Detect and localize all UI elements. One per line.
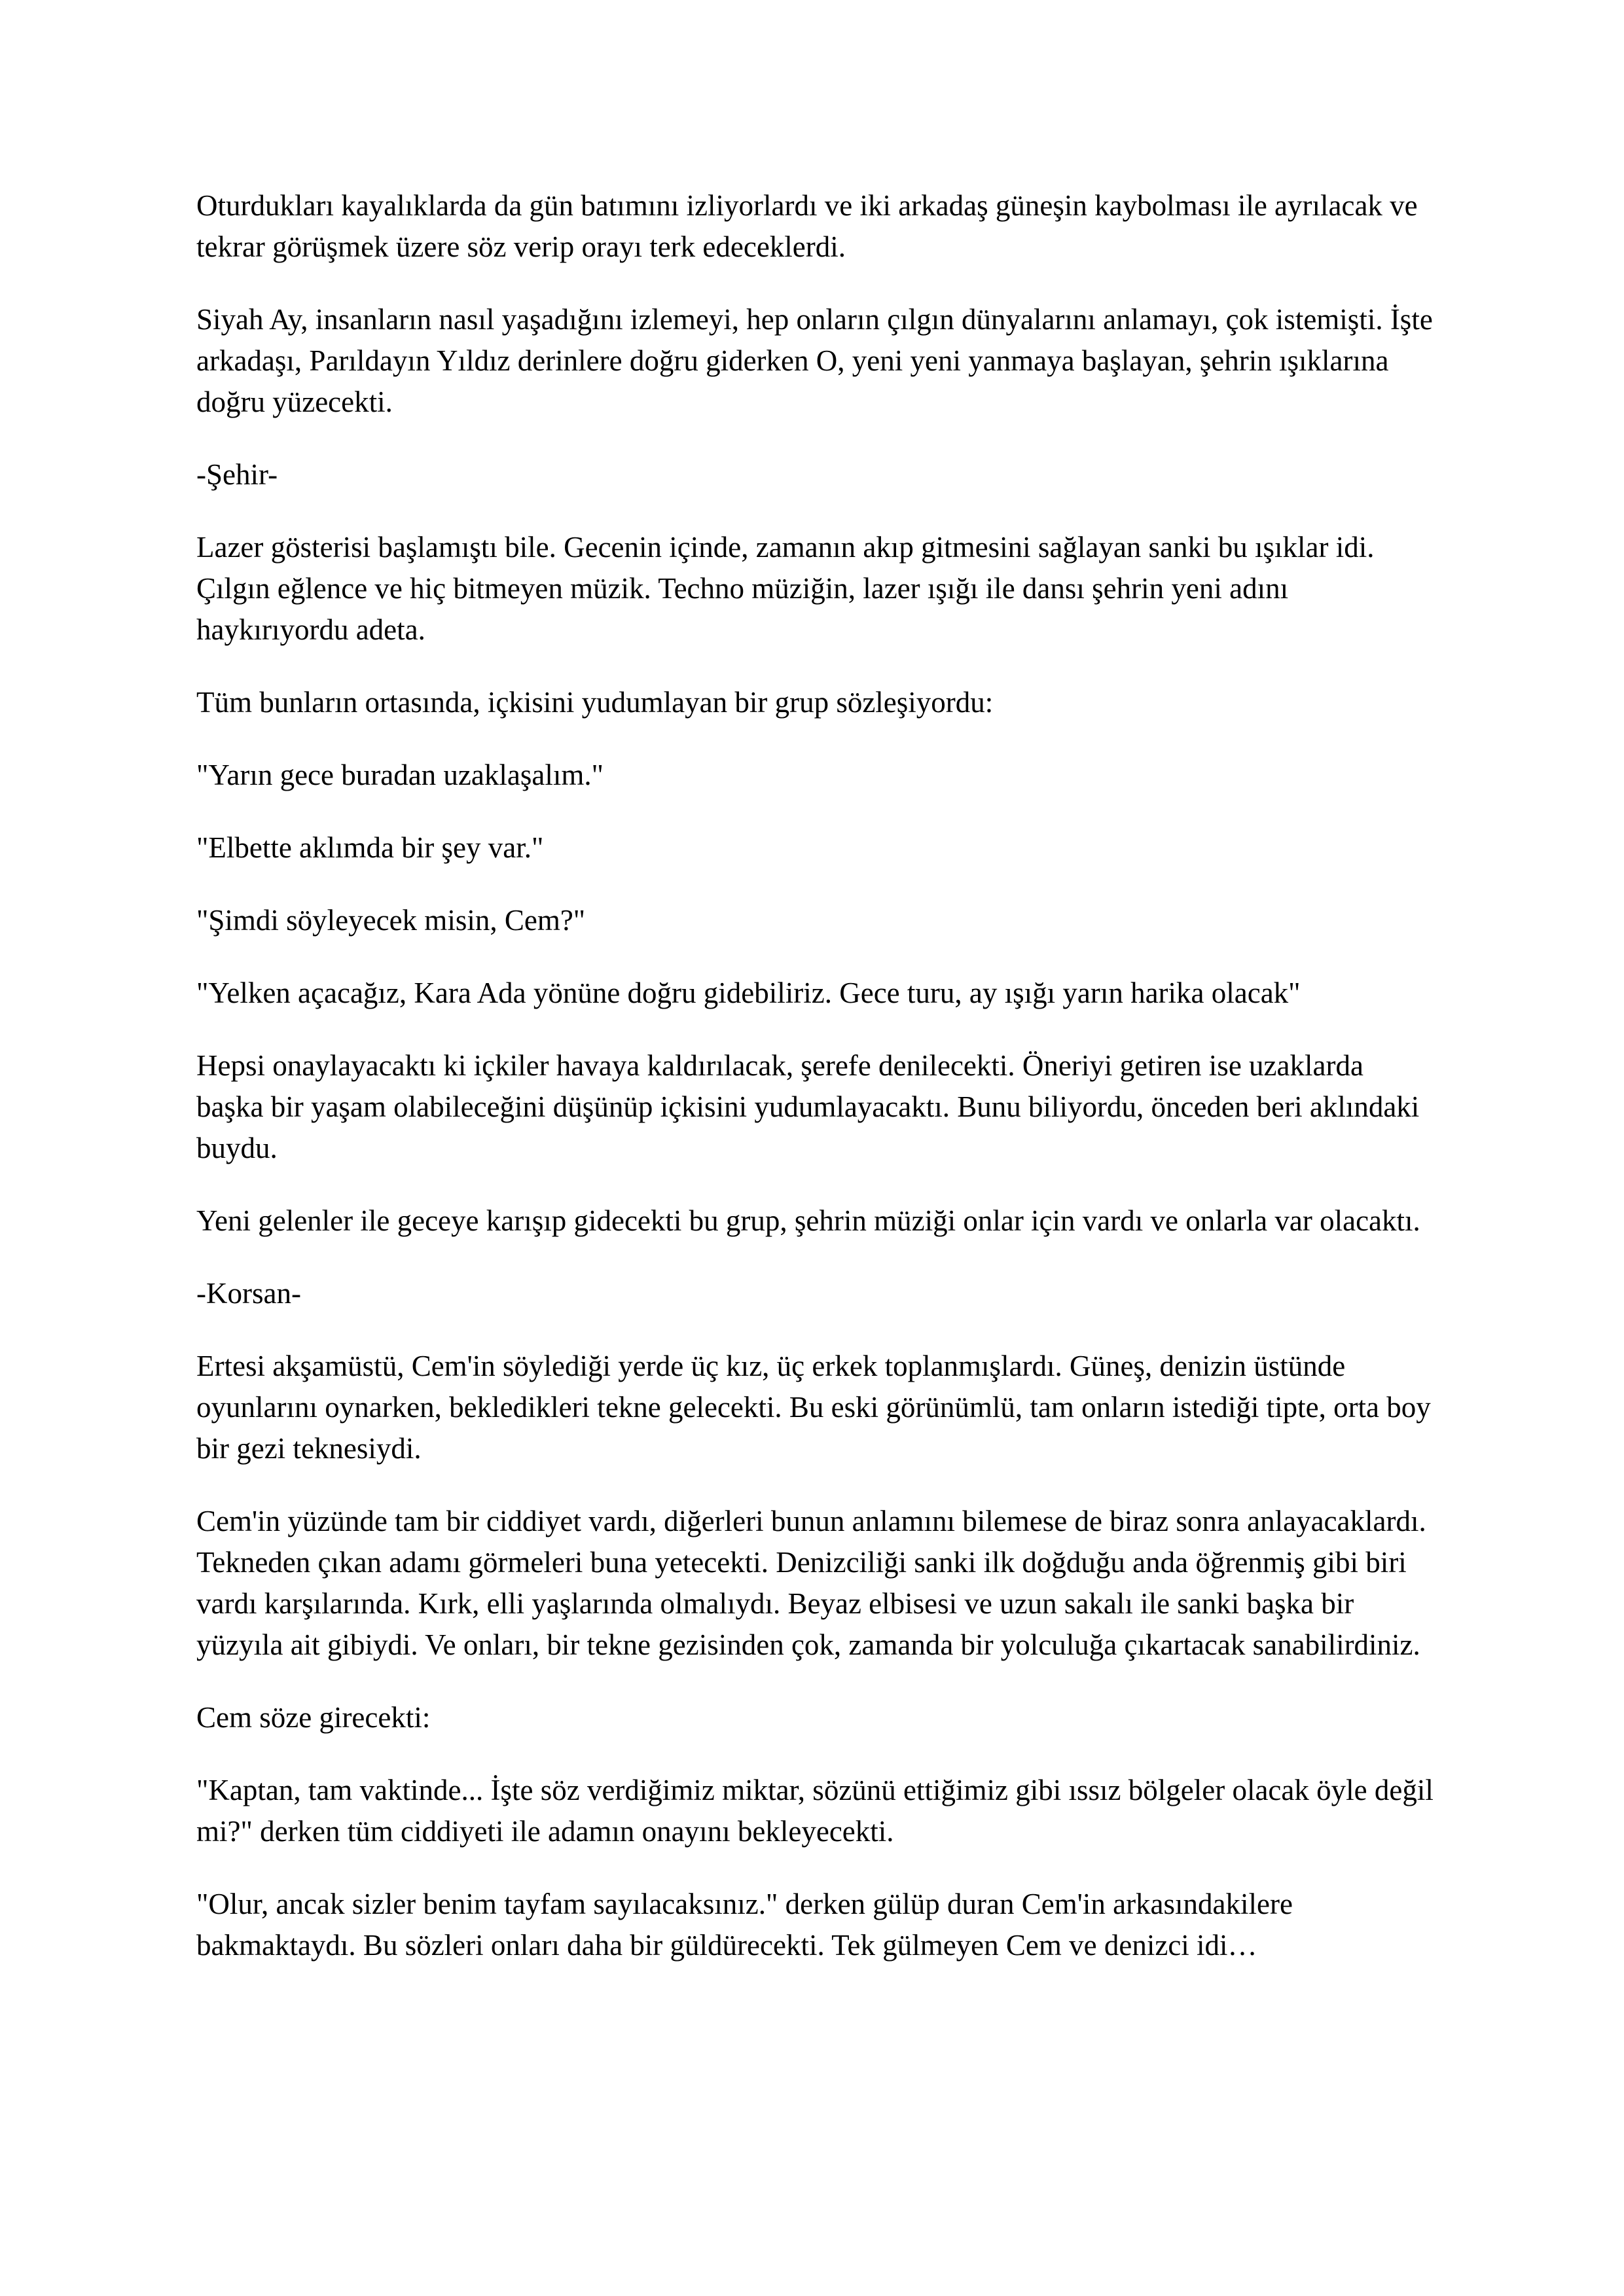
dialogue-line: "Elbette aklımda bir şey var." [196, 831, 544, 864]
paragraph: Oturdukları kayalıklarda da gün batımını izliyorlardı ve iki arkadaş güneşin kaybolması ile ayrılacak ve tekrar görüşmek üzere söz verip orayı terk edeceklerdi. [196, 189, 1418, 263]
dialogue-line: "Yarın gece buradan uzaklaşalım." [196, 759, 604, 791]
paragraph: Siyah Ay, insanların nasıl yaşadığını izlemeyi, hep onların çılgın dünyalarını anlamayı, çok istemişti. İşte arkadaşı, Parıldayın Yıldız derinlere doğru giderken O, yeni yeni yanmaya başlayan, şehrin ışıklarına doğru yüzecekti. [196, 303, 1433, 418]
section-heading-korsan: -Korsan- [196, 1277, 301, 1310]
dialogue-line: "Şimdi söyleyecek misin, Cem?" [196, 904, 586, 937]
paragraph: Cem'in yüzünde tam bir ciddiyet vardı, diğerleri bunun anlamını bilemese de biraz sonra anlayacaklardı. Tekneden çıkan adamı görmeleri buna yetecekti. Denizciliği sanki ilk doğduğu anda öğrenmiş gibi biri vardı karşılarında. Kırk, elli yaşlarında olmalıydı. Beyaz elbisesi ve uzun sakalı ile sanki başka bir yüzyıla ait gibiydi. Ve onları, bir tekne gezisinden çok, zamanda bir yolculuğa çıkartacak sanabilirdiniz. [196, 1505, 1426, 1661]
paragraph: Lazer gösterisi başlamıştı bile. Gecenin içinde, zamanın akıp gitmesini sağlayan sanki bu ışıklar idi. Çılgın eğlence ve hiç bitmeyen müzik. Techno müziğin, lazer ışığı ile dansı şehrin yeni adını haykırıyordu adeta. [196, 531, 1375, 646]
dialogue-line: "Yelken açacağız, Kara Ada yönüne doğru gidebiliriz. Gece turu, ay ışığı yarın harika olacak" [196, 977, 1301, 1009]
paragraph: Tüm bunların ortasında, içkisini yudumlayan bir grup sözleşiyordu: [196, 686, 994, 719]
paragraph: Yeni gelenler ile geceye karışıp gidecekti bu grup, şehrin müziği onlar için vardı ve onlarla var olacaktı. [196, 1204, 1420, 1237]
paragraph: Hepsi onaylayacaktı ki içkiler havaya kaldırılacak, şerefe denilecekti. Öneriyi getiren ise uzaklarda başka bir yaşam olabileceğini düşünüp içkisini yudumlayacaktı. Bunu biliyordu, önceden beri aklındaki buydu. [196, 1049, 1420, 1164]
document-page [196, 185, 1435, 1966]
dialogue-line: "Olur, ancak sizler benim tayfam sayılacaksınız." derken gülüp duran Cem'in arkasındakilere bakmaktaydı. Bu sözleri onları daha bir güldürecekti. Tek gülmeyen Cem ve denizci idi… [196, 1888, 1293, 1962]
dialogue-line: "Kaptan, tam vaktinde... İşte söz verdiğimiz miktar, sözünü ettiğimiz gibi ıssız bölgeler olacak öyle değil mi?" derken tüm ciddiyeti ile adamın onayını bekleyecekti. [196, 1774, 1434, 1848]
paragraph: Ertesi akşamüstü, Cem'in söylediği yerde üç kız, üç erkek toplanmışlardı. Güneş, denizin üstünde oyunlarını oynarken, bekledikleri tekne gelecekti. Bu eski görünümlü, tam onların istediği tipte, orta boy bir gezi teknesiydi. [196, 1350, 1431, 1465]
section-heading-sehir: -Şehir- [196, 458, 278, 491]
paragraph: Cem söze girecekti: [196, 1701, 431, 1734]
